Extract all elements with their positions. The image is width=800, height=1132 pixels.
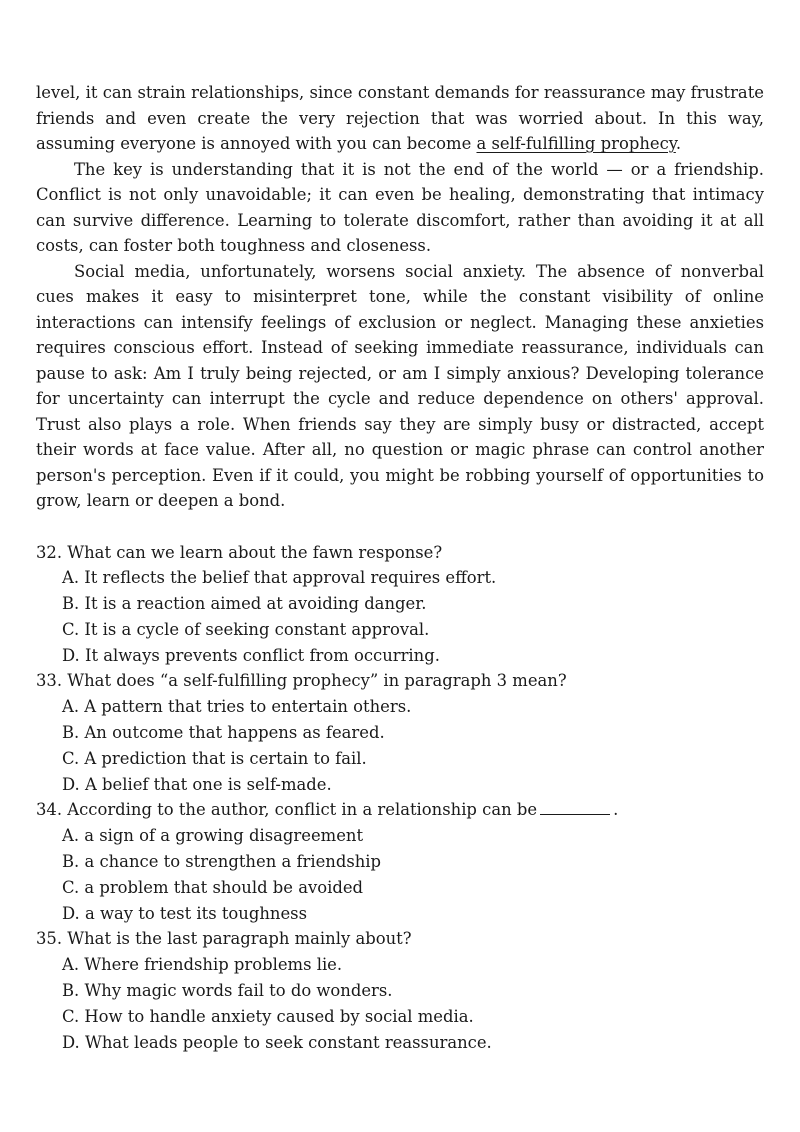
paragraph-text: level, it can strain relationships, since constant demands for reassurance may frustrate friends and even create the very rejection that was worried about. In this way, assuming everyone is annoyed with you can become — [36, 83, 764, 153]
option-c: C. It is a cycle of seeking constant approval. — [62, 619, 430, 639]
passage-paragraph-2: The key is understanding that it is not the end of the world — or a friendship. Conflict is not only unavoidable; it can even be healing, demonstrating that intimacy can survive difference. Learning to tolerate discomfort, rather than avoiding it at all costs, can foster both toughness and closeness. — [36, 159, 764, 255]
option-a: A. It reflects the belief that approval requires effort. — [62, 568, 497, 588]
question-stem — [36, 797, 764, 823]
question-stem: 32. What can we learn about the fawn response? — [36, 542, 443, 562]
option-b: B. An outcome that happens as feared. — [62, 723, 385, 743]
option-b: B. a chance to strengthen a friendship — [62, 852, 382, 872]
question-34 — [36, 797, 764, 926]
question-stem-text: . — [613, 800, 619, 820]
option-d: D. It always prevents conflict from occurring. — [62, 645, 440, 665]
passage-paragraph-3: Social media, unfortunately, worsens social anxiety. The absence of nonverbal cues makes it easy to misinterpret tone, while the constant visibility of online interactions can intensify feelings of exclusion or neglect. Managing these anxieties requires conscious effort. Instead of seeking immediate reassurance, individuals can pause to ask: Am I truly being rejected, or am I simply anxious? Developing tolerance for uncertainty can interrupt the cycle and reduce dependence on others' approval. Trust also plays a role. When friends say they are simply busy or distracted, accept their words at face value. After all, no question or magic phrase can control another person's perception. Even if it could, you might be robbing yourself of opportunities to grow, learn or deepen a bond. — [36, 261, 764, 510]
option-c: C. A prediction that is certain to fail. — [62, 748, 367, 768]
option-c: C. a problem that should be avoided — [62, 877, 364, 897]
underlined-phrase: a self-fulfilling prophecy — [476, 134, 676, 153]
question-stem-text: 34. According to the author, conflict in a relationship can be — [36, 800, 538, 820]
option-a: A. Where friendship problems lie. — [62, 955, 343, 975]
question-stem: 33. What does “a self-fulfilling prophecy” in paragraph 3 mean? — [36, 671, 567, 691]
option-a: A. a sign of a growing disagreement — [62, 826, 364, 846]
option-b: B. Why magic words fail to do wonders. — [62, 981, 393, 1001]
paragraph-text: . — [675, 134, 682, 153]
option-c: C. How to handle anxiety caused by social media. — [62, 1006, 474, 1026]
option-a: A. A pattern that tries to entertain others. — [62, 697, 412, 717]
answer-blank — [540, 800, 610, 815]
question-33 — [36, 668, 764, 797]
question-list — [36, 540, 764, 1056]
option-d: D. a way to test its toughness — [62, 903, 307, 923]
question-stem: 35. What is the last paragraph mainly about? — [36, 929, 412, 949]
exam-page — [36, 80, 764, 1055]
option-d: D. A belief that one is self-made. — [62, 774, 332, 794]
option-b: B. It is a reaction aimed at avoiding danger. — [62, 594, 427, 614]
option-d: D. What leads people to seek constant reassurance. — [62, 1032, 492, 1052]
passage-paragraph-1 — [36, 80, 764, 157]
question-32 — [36, 540, 764, 669]
question-35 — [36, 926, 764, 1055]
